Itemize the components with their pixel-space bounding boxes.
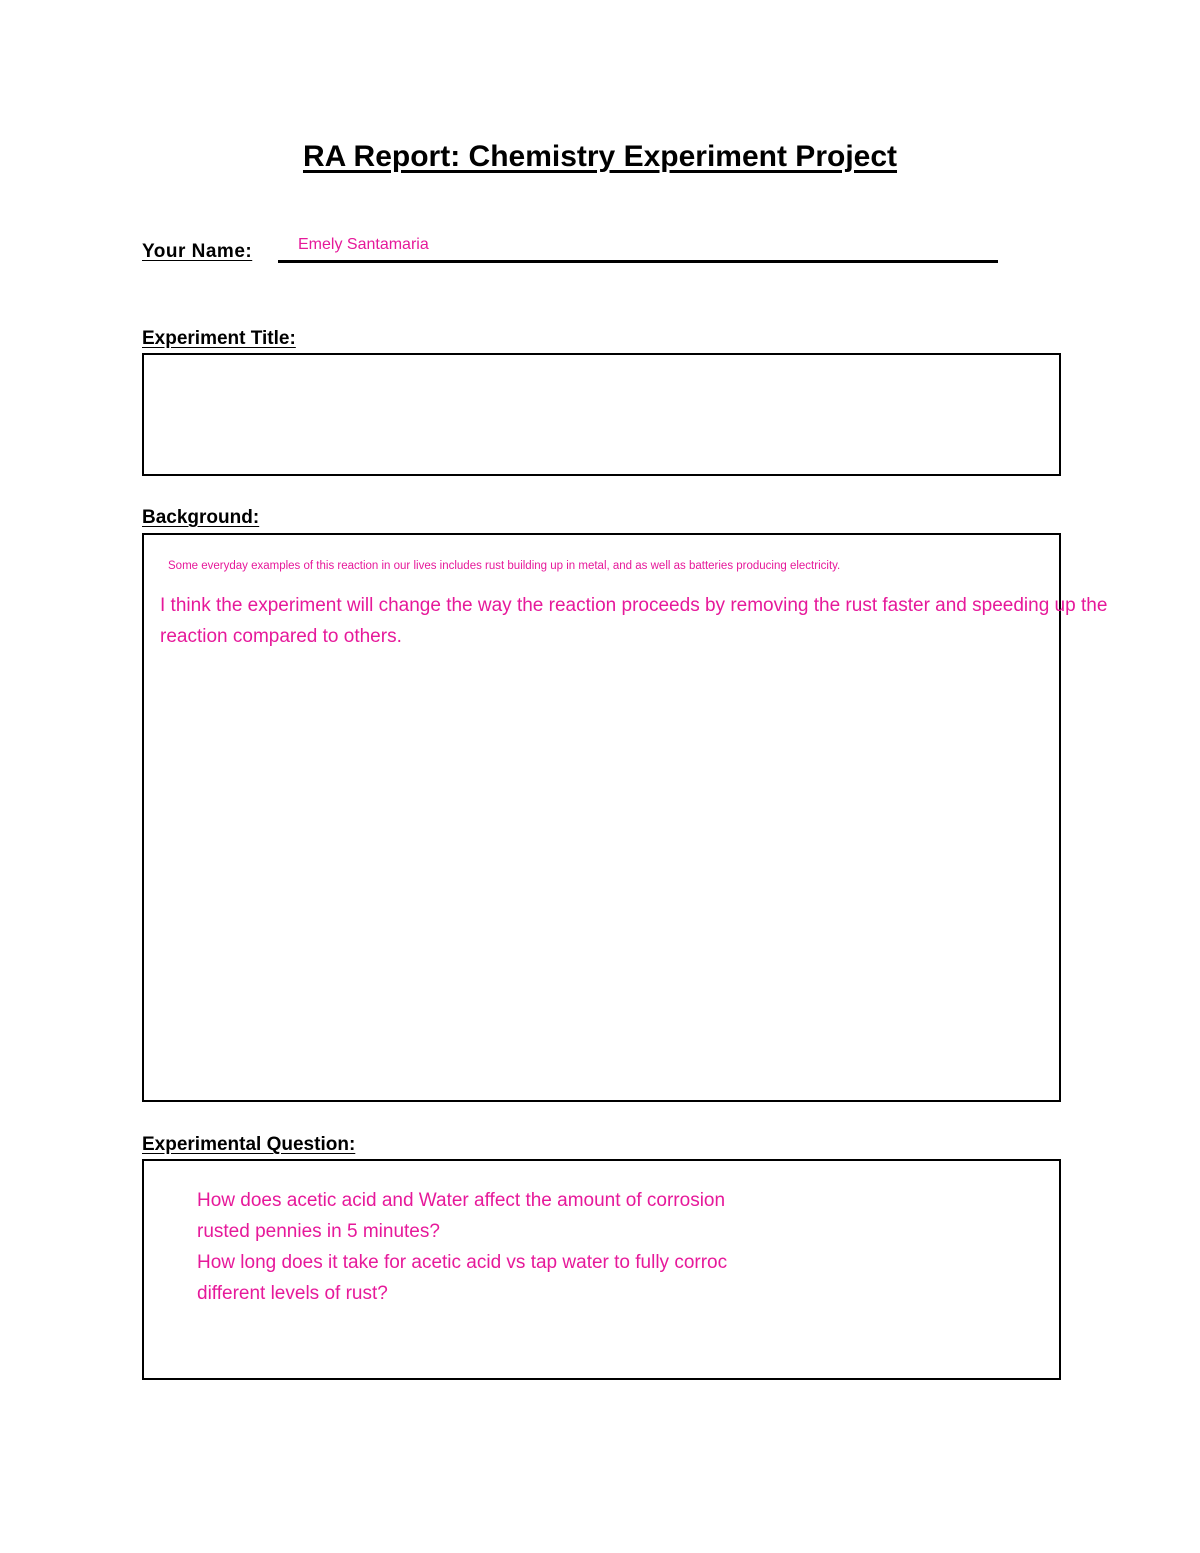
- experiment-title-label: Experiment Title:: [142, 328, 296, 349]
- name-underline: [278, 260, 998, 263]
- question-line: rusted pennies in 5 minutes?: [197, 1221, 440, 1242]
- your-name-label: Your Name:: [142, 241, 253, 262]
- background-small-text: Some everyday examples of this reaction in our lives includes rust building up in metal, and as well as batteries producing electricity.: [168, 560, 841, 572]
- name-value[interactable]: Emely Santamaria: [298, 236, 429, 253]
- background-label: Background:: [142, 507, 260, 528]
- page-title: RA Report: Chemistry Experiment Project: [302, 140, 898, 173]
- question-line: How long does it take for acetic acid vs tap water to fully corroc: [197, 1252, 728, 1273]
- question-line: different levels of rust?: [197, 1283, 388, 1304]
- background-main-text: I think the experiment will change the way the reaction proceeds by removing the rust faster and speeding up the reaction compared to others.: [160, 595, 1108, 647]
- question-line: How does acetic acid and Water affect the amount of corrosion: [197, 1190, 726, 1211]
- experimental-question-label: Experimental Question:: [142, 1134, 356, 1155]
- experiment-title-box[interactable]: [142, 353, 1061, 476]
